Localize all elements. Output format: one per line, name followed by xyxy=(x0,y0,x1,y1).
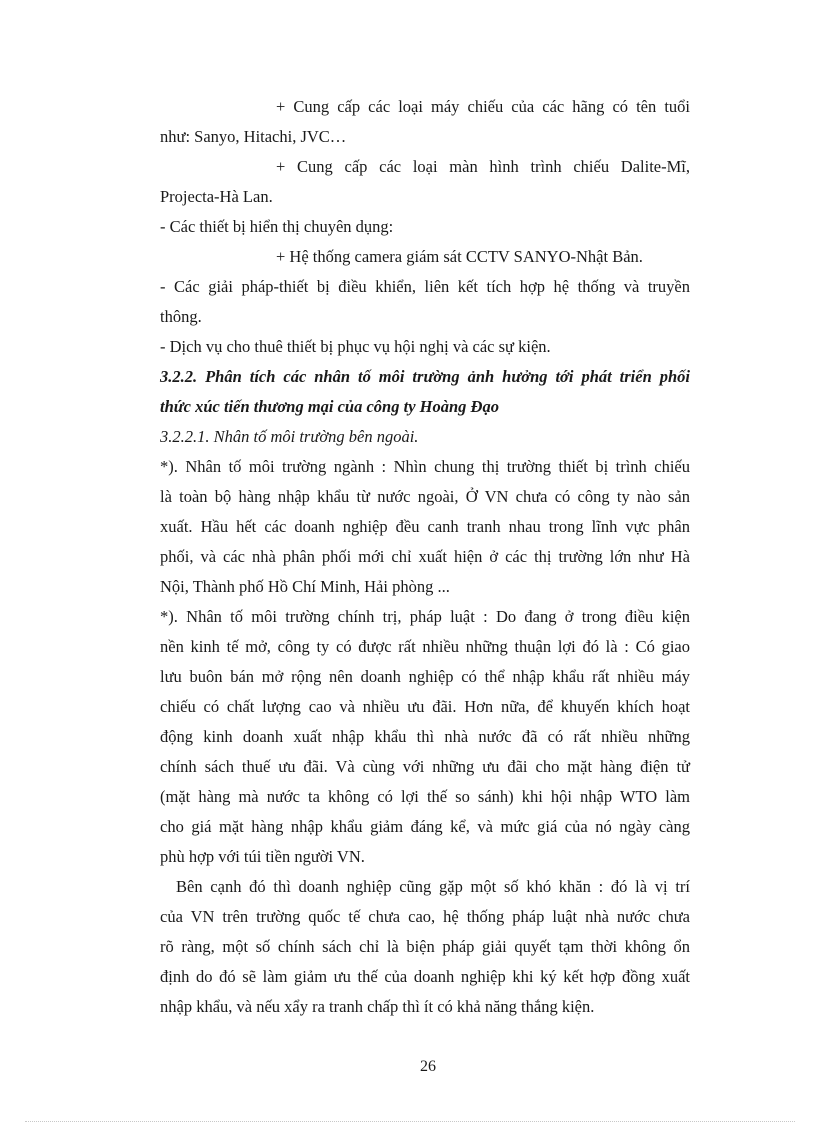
text-line: + Hệ thống camera giám sát CCTV SANYO-Nhật Bản. xyxy=(276,247,643,266)
paragraph-line: định do đó sẽ làm giảm ưu thế của doanh nghiệp khi ký kết hợp đồng xuất xyxy=(160,967,690,986)
text-line: thông. xyxy=(160,307,202,326)
paragraph-line: của VN trên trường quốc tế chưa cao, hệ thống pháp luật nhà nước chưa xyxy=(160,907,690,926)
subsection-heading: 3.2.2.1. Nhân tố môi trường bên ngoài. xyxy=(160,427,419,446)
page-bottom-divider xyxy=(25,1121,795,1122)
section-heading: 3.2.2. Phân tích các nhân tố môi trường ảnh hưởng tới phát triển phối xyxy=(160,367,690,386)
paragraph-line: phối, và các nhà phân phối mới chỉ xuất hiện ở các thị trường lớn như Hà xyxy=(160,547,690,566)
paragraph-line: Bên cạnh đó thì doanh nghiệp cũng gặp một số khó khăn : đó là vị trí xyxy=(176,877,690,896)
text-line: - Các thiết bị hiển thị chuyên dụng: xyxy=(160,217,394,236)
paragraph-line: động kinh doanh xuất nhập khẩu thì nhà nước đã có rất nhiều những xyxy=(160,727,690,746)
paragraph-line: cho giá mặt hàng nhập khẩu giảm đáng kể, và mức giá của nó ngày càng xyxy=(160,817,690,836)
paragraph-line: Nội, Thành phố Hồ Chí Minh, Hải phòng ... xyxy=(160,577,450,596)
text-line: như: Sanyo, Hitachi, JVC… xyxy=(160,127,347,146)
paragraph-line: chiếu có chất lượng cao và nhiều ưu đãi. Hơn nữa, để khuyến khích hoạt xyxy=(160,697,690,716)
page-number: 26 xyxy=(420,1058,436,1075)
paragraph-line: lưu buôn bán mở rộng nên doanh nghiệp có thể nhập khẩu rất nhiều máy xyxy=(160,667,690,686)
section-heading: thức xúc tiến thương mại của công ty Hoàng Đạo xyxy=(160,397,499,416)
paragraph-line: (mặt hàng mà nước ta không có lợi thế so sánh) khi hội nhập WTO làm xyxy=(160,787,690,806)
text-line: Projecta-Hà Lan. xyxy=(160,187,273,206)
paragraph-line: chính sách thuế ưu đãi. Và cùng với những ưu đãi cho mặt hàng điện tử xyxy=(160,757,690,776)
paragraph-line: xuất. Hầu hết các doanh nghiệp đều canh tranh nhau trong lĩnh vực phân xyxy=(160,517,690,536)
paragraph-line: nền kinh tế mở, công ty có được rất nhiều những thuận lợi đó là : Có giao xyxy=(160,637,690,656)
paragraph-line: *). Nhân tố môi trường ngành : Nhìn chung thị trường thiết bị trình chiếu xyxy=(160,457,690,476)
text-line: - Các giải pháp-thiết bị điều khiển, liên kết tích hợp hệ thống và truyền xyxy=(160,277,690,296)
text-line: + Cung cấp các loại máy chiếu của các hãng có tên tuổi xyxy=(276,97,690,116)
text-line: + Cung cấp các loại màn hình trình chiếu Dalite-Mĩ, xyxy=(276,157,690,176)
paragraph-line: phù hợp với túi tiền người VN. xyxy=(160,847,365,866)
text-line: - Dịch vụ cho thuê thiết bị phục vụ hội nghị và các sự kiện. xyxy=(160,337,551,356)
paragraph-line: rõ ràng, một số chính sách chỉ là biện pháp giải quyết tạm thời không ổn xyxy=(160,937,690,956)
paragraph-line: nhập khẩu, và nếu xẩy ra tranh chấp thì ít có khả năng thắng kiện. xyxy=(160,997,595,1016)
paragraph-line: *). Nhân tố môi trường chính trị, pháp luật : Do đang ở trong điều kiện xyxy=(160,607,690,626)
paragraph-line: là toàn bộ hàng nhập khẩu từ nước ngoài, Ở VN chưa có công ty nào sản xyxy=(160,487,690,506)
